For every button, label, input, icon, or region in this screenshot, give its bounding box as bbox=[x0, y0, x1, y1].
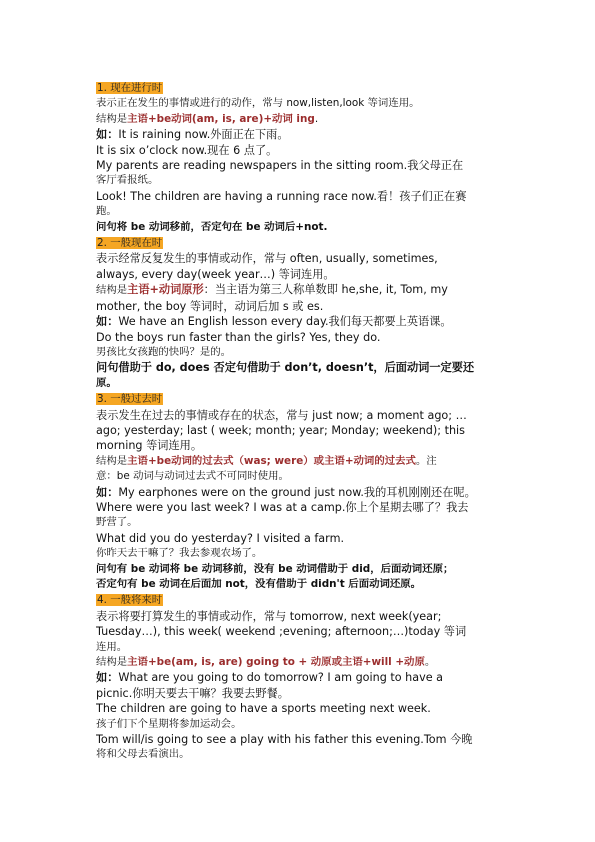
structure-formula: 主语+be(am, is, are) going to + 动原或主语+will +动原 bbox=[127, 656, 425, 669]
section-description: 表示发生在过去的事情或存在的状态，常与 just now; a moment ago; … bbox=[96, 408, 467, 422]
structure-line: 结构是主语+be(am, is, are) going to + 动原或主语+will +动原。 bbox=[96, 656, 436, 669]
rule-line: 原。 bbox=[96, 376, 117, 389]
rule-line: 问句有 be 动词将 be 动词移前，没有 be 动词借助于 did，后面动词还原； bbox=[96, 562, 454, 575]
section-description: morning 等词连用。 bbox=[96, 439, 203, 453]
example-line: Tom will/is going to see a play with his father this evening.Tom 今晚 bbox=[96, 733, 473, 747]
example-line: It is six o’clock now.现在 6 点了。 bbox=[96, 143, 278, 157]
example-line: 野营了。 bbox=[96, 516, 138, 529]
example-line: 如：It is raining now.外面正在下雨。 bbox=[96, 128, 289, 142]
structure-formula: 主语+动词原形 bbox=[127, 283, 204, 297]
section-heading: 1. 现在进行时 bbox=[97, 82, 163, 94]
example-line: 男孩比女孩跑的快吗？是的。 bbox=[96, 345, 232, 358]
structure-line: 结构是主语+动词原形：当主语为第三人称单数即 he,she, it, Tom, my bbox=[96, 283, 448, 297]
section-description: ago; yesterday; last ( week; month; year; Monday; weekend); this bbox=[96, 423, 465, 437]
section-description: 表示将要打算发生的事情或动作，常与 tomorrow, next week(year; bbox=[96, 609, 442, 623]
example-line: 将和父母去看演出。 bbox=[96, 748, 190, 761]
example-line: 你昨天去干嘛了？我去参观农场了。 bbox=[96, 547, 263, 560]
section-description: 连用。 bbox=[96, 640, 128, 653]
section-description: 表示正在发生的事情或进行的动作，常与 now,listen,look 等词连用。 bbox=[96, 97, 420, 110]
section-heading: 2. 一般现在时 bbox=[97, 237, 163, 250]
structure-line: 意：be 动词与动词过去式不可同时使用。 bbox=[96, 470, 289, 483]
structure-formula: 主语+be动词(am, is, are)+动词 ing bbox=[127, 112, 315, 125]
example-line: 孩子们下个星期将参加运动会。 bbox=[96, 717, 242, 730]
rule-line: 问句借助于 do, does 否定句借助于 don’t, doesn’t，后面动词一定要还 bbox=[96, 361, 475, 375]
example-line: 如：My earphones were on the ground just now.我的耳机刚刚还在呢。 bbox=[96, 485, 476, 499]
example-line: Look! The children are having a running race now.看！孩子们正在赛 bbox=[96, 189, 467, 203]
structure-formula: 主语+be动词的过去式（was; were）或主语+动词的过去式 bbox=[127, 454, 416, 467]
structure-line: 结构是主语+be动词的过去式（was; were）或主语+动词的过去式。注 bbox=[96, 454, 437, 467]
rule-line: 否定句有 be 动词在后面加 not，没有借助于 didn't 后面动词还原。 bbox=[96, 578, 422, 590]
example-line: 如：What are you going to do tomorrow? I am going to have a bbox=[96, 671, 444, 685]
example-line: picnic.你明天要去干嘛？我要去野餐。 bbox=[96, 686, 289, 700]
example-line: My parents are reading newspapers in the sitting room.我父母正在 bbox=[96, 159, 464, 173]
section-description: always, every day(week year…) 等词连用。 bbox=[96, 267, 335, 281]
section-description: Tuesday…), this week( weekend ;evening; afternoon;…)today 等词 bbox=[96, 625, 467, 639]
rule-line: 问句将 be 动词移前，否定句在 be 动词后+not. bbox=[96, 220, 328, 233]
section-heading: 4. 一般将来时 bbox=[97, 594, 163, 607]
example-line: 如：We have an English lesson every day.我们每天都要上英语课。 bbox=[96, 315, 452, 329]
example-line: 客厅看报纸。 bbox=[96, 174, 159, 187]
section-description: 表示经常反复发生的事情或动作，常与 often, usually, sometimes, bbox=[96, 252, 438, 266]
example-line: Where were you last week? I was at a camp.你上个星期去哪了？我去 bbox=[96, 500, 469, 514]
example-line: 跑。 bbox=[96, 205, 117, 218]
structure-line: 结构是主语+be动词(am, is, are)+动词 ing. bbox=[96, 112, 319, 125]
section-heading: 3. 一般过去时 bbox=[97, 393, 163, 406]
structure-line: mother, the boy 等词时，动词后加 s 或 es. bbox=[96, 299, 324, 313]
example-line: What did you do yesterday? I visited a farm. bbox=[96, 531, 345, 545]
example-line: The children are going to have a sports meeting next week. bbox=[96, 702, 431, 716]
example-line: Do the boys run faster than the girls? Yes, they do. bbox=[96, 330, 381, 344]
